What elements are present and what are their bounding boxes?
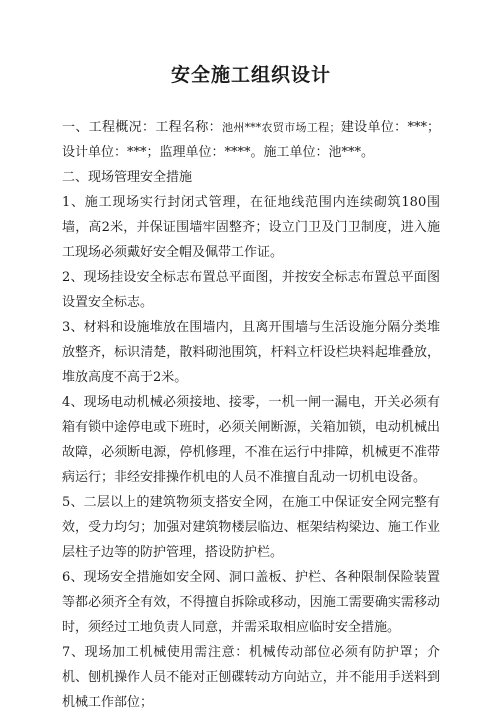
- measure-item-6: 6、现场安全措施如安全网、洞口盖板、护栏、各种限制保险装置等都必须齐全有效，不得擅自拆除或移动，因施工需要确实需移动时，须经过工地负责人同意，并需采取相应临时安全措施。: [62, 570, 440, 635]
- measure-item-7: 7、现场加工机械使用需注意：机械传动部位必须有防护罩；介机、刨机操作人员不能对正刨碟转动方向站立，并不能用手送料到机械工作部位；: [62, 645, 440, 710]
- document-title: 安全施工组织设计: [170, 64, 331, 86]
- overview-lead: 一、工程概况：工程名称：: [62, 120, 222, 135]
- overview-rest: 建设单位：***；设计单位：***；监理单位：****。施工单位：池***。: [62, 120, 440, 160]
- project-overview-paragraph: [62, 115, 440, 165]
- measure-item-5: 5、二层以上的建筑物须支搭安全网，在施工中保证安全网完整有效，受力均匀；加强对建筑物楼层临边、框架结构梁边、施工作业层柱子边等的防护管理，搭设防护栏。: [62, 495, 440, 560]
- document-body: [62, 115, 440, 715]
- measure-item-1: 1、施工现场实行封闭式管理，在征地线范围内连续砌筑180围墙，高2米，并保证围墙牢固整齐；设立门卫及门卫制度，进入施工现场必须戴好安全帽及佩带工作证。: [62, 195, 440, 260]
- project-name: 池州***农贸市场工程；: [222, 121, 341, 134]
- section-heading: 二、现场管理安全措施: [62, 170, 193, 185]
- measure-item-3: 3、材料和设施堆放在围墙内，且离开围墙与生活设施分隔分类堆放整齐，标识清楚，散料砌池围筑，杆料立杆设栏块料起堆叠放，堆放高度不高于2米。: [62, 320, 440, 385]
- measure-item-4: 4、现场电动机械必须接地、接零，一机一闸一漏电，开关必须有箱有锁中途停电或下班时，必须关闸断源，关箱加锁，电动机械出故障，必须断电源，停机修理，不准在运行中排障，机械更不准带病运行；非经安排操作机电的人员不准擅自乱动一切机电设备。: [62, 395, 440, 485]
- measure-item-2: 2、现场挂设安全标志布置总平面图，并按安全标志布置总平面图设置安全标志。: [62, 270, 440, 310]
